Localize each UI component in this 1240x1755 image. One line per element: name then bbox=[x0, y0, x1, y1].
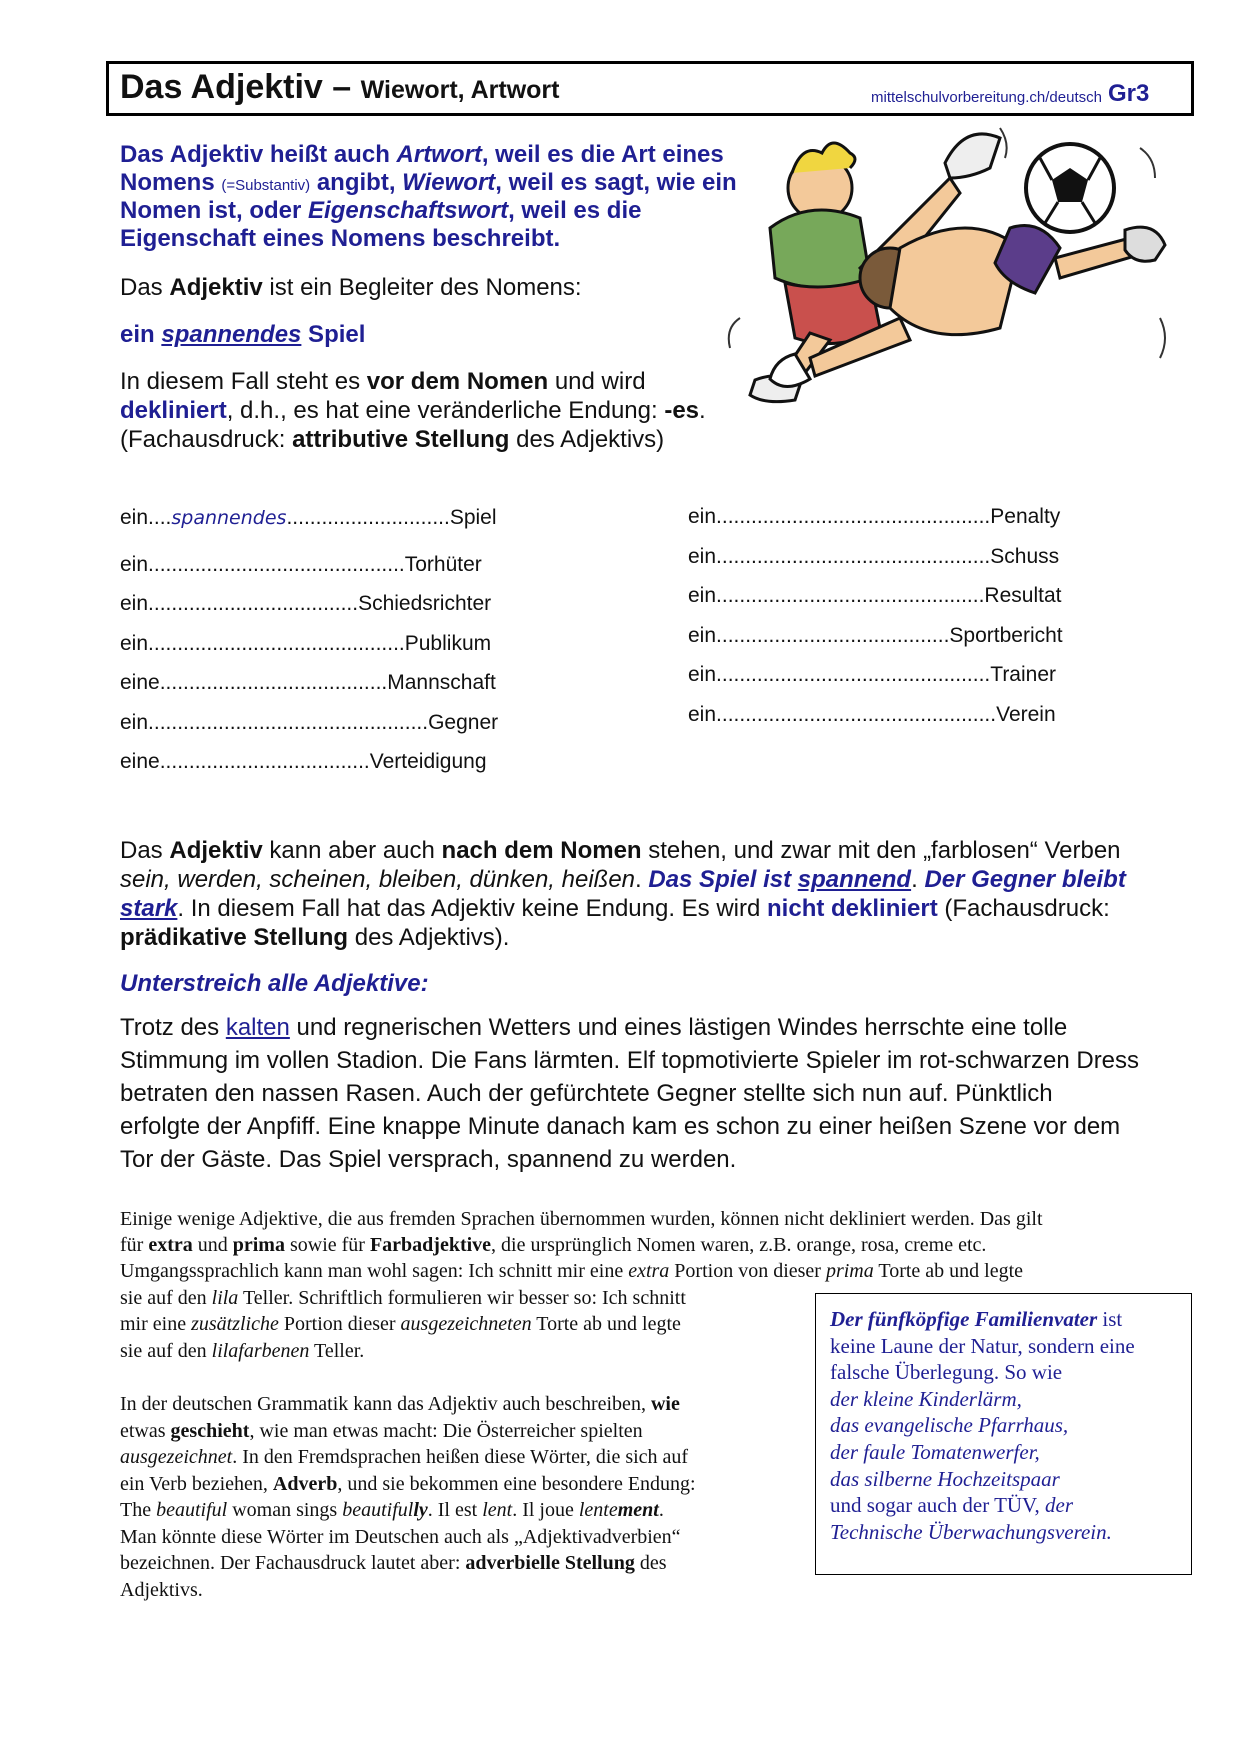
passage-line-2: Stimmung im vollen Stadion. Die Fans lärmten. Elf topmotivierte Spieler im rot-schwarzen Dress bbox=[120, 1047, 1140, 1074]
info-box-text bbox=[830, 1306, 1190, 1545]
adverb-line-6: Man könnte diese Wörter im Deutschen auch als „Adjektivadverbien“ bbox=[120, 1526, 681, 1548]
box-line-3: falsche Überlegung. So wie bbox=[830, 1360, 1063, 1385]
predicative-line-4: prädikative Stellung des Adjektivs). bbox=[120, 924, 510, 951]
exercise-item-resultat[interactable]: ein..............................................Resultat bbox=[688, 584, 1062, 607]
exercise-item-torhueter[interactable]: ein............................................Torhüter bbox=[120, 553, 482, 576]
exercise-item-schuss[interactable]: ein...............................................Schuss bbox=[688, 545, 1060, 568]
grade-label: Gr3 bbox=[1108, 80, 1150, 107]
adverb-line-1: In der deutschen Grammatik kann das Adjektiv auch beschreiben, wie bbox=[120, 1393, 680, 1415]
intro-line-2: Nomens (=Substantiv) angibt, Wiewort, weil es sagt, wie ein bbox=[120, 169, 737, 196]
intro-line-3: Nomen ist, oder Eigenschaftswort, weil es die bbox=[120, 197, 642, 224]
foreign-line-1: Einige wenige Adjektive, die aus fremden Sprachen übernommen wurden, können nicht dekliniert werden. Das gilt bbox=[120, 1208, 1043, 1230]
foreign-line-4: sie auf den lila Teller. Schriftlich formulieren wir besser so: Ich schnitt bbox=[120, 1287, 686, 1309]
exercise-item-mannschaft[interactable]: eine.......................................Mannschaft bbox=[120, 671, 496, 694]
adverb-line-3: ausgezeichnet. In den Fremdsprachen heißen diese Wörter, die sich auf bbox=[120, 1446, 689, 1468]
task-heading: Unterstreich alle Adjektive: bbox=[120, 970, 429, 997]
adverb-line-2: etwas geschieht, wie man etwas macht: Die Österreicher spielten bbox=[120, 1420, 643, 1442]
predicative-line-3: stark. In diesem Fall hat das Adjektiv keine Endung. Es wird nicht dekliniert (Fachausdruck: bbox=[120, 895, 1110, 922]
example-phrase: ein spannendes Spiel bbox=[120, 321, 366, 348]
exercise-item-penalty[interactable]: ein...............................................Penalty bbox=[688, 505, 1061, 528]
box-line-8: und sogar auch der TÜV, der bbox=[830, 1493, 1074, 1518]
exercise-item-publikum[interactable]: ein............................................Publikum bbox=[120, 632, 492, 655]
exercise-item-sportbericht[interactable]: ein........................................Sportbericht bbox=[688, 624, 1063, 647]
exercise-item-spiel[interactable]: ein....spannendes............................Spiel bbox=[120, 506, 497, 529]
attributive-line-2: dekliniert, d.h., es hat eine veränderliche Endung: -es. bbox=[120, 397, 706, 424]
intro-line-4: Eigenschaft eines Nomens beschreibt. bbox=[120, 225, 561, 252]
exercise-item-gegner[interactable]: ein................................................Gegner bbox=[120, 711, 499, 734]
website-label: mittelschulvorbereitung.ch/deutsch bbox=[871, 89, 1102, 106]
soccer-players-illustration-icon bbox=[700, 118, 1190, 438]
passage-line-3: betraten den nassen Rasen. Auch der gefürchtete Gegner stellte sich nun auf. Pünktlich bbox=[120, 1080, 1053, 1107]
box-line-9: Technische Überwachungsverein. bbox=[830, 1519, 1112, 1544]
adverb-line-4: ein Verb beziehen, Adverb, und sie bekommen eine besondere Endung: bbox=[120, 1473, 696, 1495]
exercise-item-verein[interactable]: ein................................................Verein bbox=[688, 703, 1056, 726]
exercise-item-trainer[interactable]: ein...............................................Trainer bbox=[688, 663, 1057, 686]
box-line-7: das silberne Hochzeitspaar bbox=[830, 1466, 1060, 1491]
box-line-1: Der fünfköpfige Familienvater ist bbox=[830, 1307, 1123, 1331]
adverb-line-5: The beautiful woman sings beautifully. Il est lent. Il joue lentement. bbox=[120, 1499, 664, 1521]
foreign-line-5: mir eine zusätzliche Portion dieser ausgezeichneten Torte ab und legte bbox=[120, 1313, 681, 1335]
box-line-2: keine Laune der Natur, sondern eine bbox=[830, 1333, 1135, 1358]
predicative-line-1: Das Adjektiv kann aber auch nach dem Nomen stehen, und zwar mit den „farblosen“ Verben bbox=[120, 837, 1121, 864]
passage-line-5: Tor der Gäste. Das Spiel versprach, spannend zu werden. bbox=[120, 1146, 737, 1173]
foreign-line-2: für extra und prima sowie für Farbadjektive, die ursprünglich Nomen waren, z.B. orange, rosa, creme etc. bbox=[120, 1234, 987, 1256]
exercise-item-verteidigung[interactable]: eine....................................Verteidigung bbox=[120, 750, 487, 773]
exercise-item-schiedsrichter[interactable]: ein....................................Schiedsrichter bbox=[120, 592, 492, 615]
passage-line-4: erfolgte der Anpfiff. Eine knappe Minute danach kam es schon zu einer heißen Szene vor dem bbox=[120, 1113, 1121, 1140]
attributive-line-3: (Fachausdruck: attributive Stellung des Adjektivs) bbox=[120, 426, 665, 453]
passage-line-1: Trotz des kalten und regnerischen Wetters und eines lästigen Windes herrschte eine tolle bbox=[120, 1014, 1068, 1041]
attributive-line-1: In diesem Fall steht es vor dem Nomen und wird bbox=[120, 368, 646, 395]
predicative-line-2: sein, werden, scheinen, bleiben, dünken, heißen. Das Spiel ist spannend. Der Gegner bleibt bbox=[120, 866, 1126, 893]
adverb-line-8: Adjektivs. bbox=[120, 1579, 203, 1601]
box-line-4: der kleine Kinderlärm, bbox=[830, 1386, 1022, 1411]
foreign-line-3: Umgangssprachlich kann man wohl sagen: Ich schnitt mir eine extra Portion von dieser prima Torte ab und legte bbox=[120, 1260, 1024, 1282]
adverb-line-7: bezeichnen. Der Fachausdruck lautet aber: adverbielle Stellung des bbox=[120, 1552, 667, 1574]
box-line-5: das evangelische Pfarrhaus, bbox=[830, 1413, 1069, 1438]
page-title: Das Adjektiv – Wiewort, Artwort bbox=[120, 68, 560, 106]
companion-sentence: Das Adjektiv ist ein Begleiter des Nomens: bbox=[120, 274, 582, 301]
foreign-line-6: sie auf den lilafarbenen Teller. bbox=[120, 1340, 365, 1362]
intro-line-1: Das Adjektiv heißt auch Artwort, weil es die Art eines bbox=[120, 141, 724, 168]
box-line-6: der faule Tomatenwerfer, bbox=[830, 1439, 1040, 1464]
